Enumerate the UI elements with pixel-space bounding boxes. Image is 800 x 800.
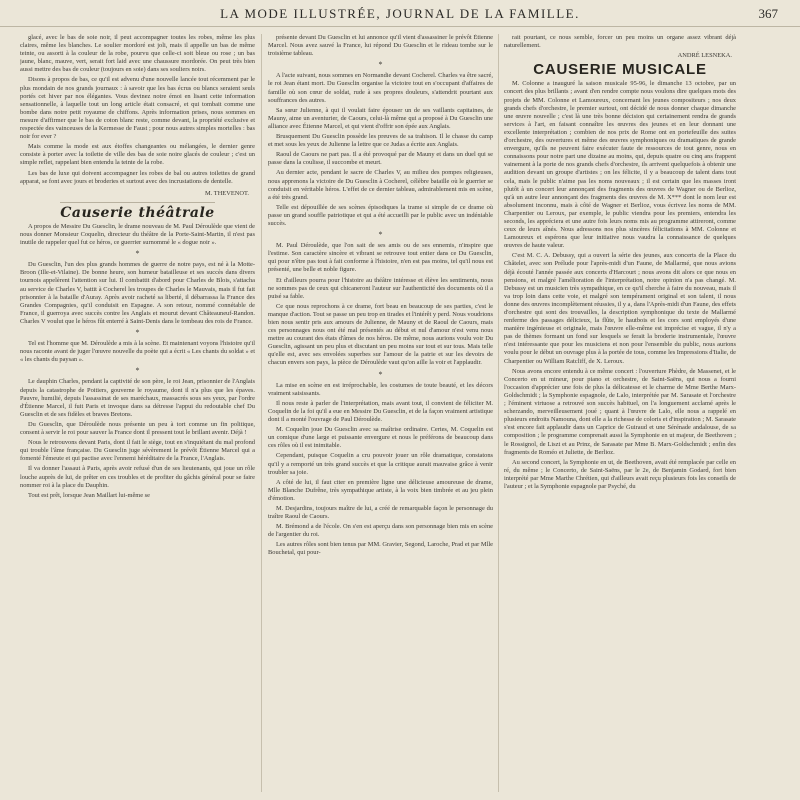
article-paragraph: Les bas de luxe qui doivent accompagner les robes de bal ou autres toilettes de grand apparat, se font avec jours et broderies et surtout avec des incrustations de dentelle. (20, 169, 255, 185)
article-paragraph: Au dernier acte, pendant le sacre de Charles V, au milieu des pompes religieuses, nous apprenons la victoire de Du Guesclin à Cocherel, célèbre bataille où le guerrier se conduisit en véritable héros. L'effet de ce dernier tableau, admirablement mis en scène, a été très grand. (268, 169, 493, 201)
article-paragraph: Le dauphin Charles, pendant la captivité de son père, le roi Jean, prisonnier de l'Anglais depuis la catastrophe de Poitiers, gouverne le royaume, dont il n'a plus que les épaves. Pauvre, humilié, depuis l'assassinat de ses maréchaux, massacrés sous ses yeux, par l'ordre d'Étienne Marcel, il fuit Paris et invoque dans sa détresse l'appui du redoutable chef Du Guesclin et de ses fidèles et braves Bretons. (20, 378, 255, 418)
star-separator-icon: * (135, 328, 140, 337)
article-paragraph: Du Guesclin, l'un des plus grands hommes de guerre de notre pays, est né à la Motte-Broon (Ille-et-Vilaine). De bonne heure, son humeur batailleuse et ses succès dans divers tournois appelèrent l'attention sur lui. Il combattit d'abord pour Charles de Blois, s'attacha au service de Charles V, battit à Cocherel les troupes de Charles le Mauvais, mais il fut fait prisonnier à la bataille d'Auray. Après avoir racheté sa liberté, il débarrassa la France des Grandes Compagnies, qu'il conduisit en Espagne. A son retour, nommé connétable de France, il guerroya avec succès contre les Anglais et mourut devant Châteauneuf-Randon. Charles V voulut que le héros fût enterré à Saint-Denis dans le tombeau des rois de France. (20, 261, 255, 325)
star-separator-icon: * (378, 60, 383, 70)
article-paragraph: Tout est prêt, lorsque Jean Maillart lui-même se (28, 491, 151, 499)
article-paragraph: présente devant Du Guesclin et lui annonce qu'il vient d'assassiner le prévôt Étienne Marcel. Nous avez sauvé la France, lui répond Du Guesclin et le rideau tombe sur le troisième tableau. (268, 34, 493, 58)
article-paragraph: M. Paul Déroulède, que l'on sait de ses amis ou de ses ennemis, n'inspire que l'estime. Son caractère sincère et vibrant se retrouve tout entier dans ce Du Guesclin, qui pour n'être pas tout à fait conforme à l'histoire, n'en est pas moins, tel qu'il nous est présenté, une belle et noble figure. (268, 242, 493, 274)
article-paragraph: Du Guesclin, que Déroulède nous présente un peu à tort comme un fin politique, consent à servir le roi pour sauver la France dont il pressent tout le brillant avenir. Déjà ! (20, 420, 255, 437)
page-header (0, 0, 800, 27)
divider (60, 202, 215, 203)
star-separator-icon: * (378, 369, 383, 379)
article-paragraph: A côté de lui, il faut citer en première ligne une délicieuse amoureuse de drame, Mlle Blanche Dufrêne, très sympathique artiste, à la voix bien timbrée et au jeu plein d'émotion. (268, 478, 493, 502)
article-paragraph: Il va donner l'assaut à Paris, après avoir refusé d'un de ses lieutenants, qui joue un rôle louche auprès de lui, de prêter en ces troubles et de profiter du gâchis général pour se faire nommer roi à la place du Dauphin. (20, 465, 255, 489)
journal-title: LA MODE ILLUSTRÉE, JOURNAL DE LA FAMILLE. (220, 6, 580, 21)
article-paragraph: rait pourtant, ce nous semble, forcer un peu moins un organe assez vibrant déjà naturellement. (504, 34, 736, 50)
page-number: 367 (758, 6, 778, 21)
article-paragraph: M. Coquelin joue Du Guesclin avec sa maîtrise ordinaire. Certes, M. Coquelin est un comique d'une large et puissante envergure et nous le préférons de beaucoup dans ces rôles où il est inimitable. (268, 426, 493, 450)
article-paragraph: A propos de Messire Du Guesclin, le drame nouveau de M. Paul Déroulède que vient de nous donner Monsieur Coquelin, directeur du théâtre de la Porte-Saint-Martin, il n'est pas inutile de rappeler quel fut ce héros, ce guerrier surnommé le « dogue noir ». (20, 222, 255, 247)
section-title-theatre: Causerie théâtrale (60, 204, 215, 221)
article-paragraph: Ce que nous reprochons à ce drame, fort beau en beaucoup de ses parties, c'est le manque d'action. Tout se passe un peu trop en tirades et l'intérêt y perd. Nous voudrions bien nous sentir pris aux amours de Julienne, de Mauny et de Raoul de Caours, mais ces personnages nous ont été mal présentés au début et nul d'amour n'est venu nous mettre au courant des états d'âmes de nos héros. De même, nous aurions voulu voir Du Guesclin, agissant un peu plus et discutant un peu moins sur tout et sur tous. Mais telle qu'elle est, avec ses envolées superbes sur l'amour de la patrie et sur les devoirs de chacun envers son pays, la pièce de Déroulède vaut qu'on aille la voir et l'applaudir. (268, 302, 493, 367)
column-separator (261, 34, 262, 792)
article-paragraph: Nous le retrouvons devant Paris, dont il fait le siège, tout en s'inquiétant du mal profond qui trouble l'âme française. Du Guesclin juge sévèrement le prévôt Étienne Marcel qui a fomenté l'émeute et qui pactise avec l'ennemi héréditaire de la France, l'Anglais. (20, 439, 255, 463)
author-signature: M. THEVENOT. (205, 189, 249, 197)
article-paragraph: Nous avons encore entendu à ce même concert : l'ouverture Phèdre, de Massenet, et le Concerto en ut mineur, pour piano et orchestre, de Saint-Saëns, qui nous a fourni l'occasion d'apprécier une fois de plus la délicatesse et le charme de Mme Berthe Marx-Goldschmidt ; la Symphonie espagnole, de Lalo, interprétée par M. Sarasate et l'orchestre ; l'éminent virtuose a retrouvé son succès habituel, on l'a longuement acclamé après le scherzando, merveilleusement joué ; quant à l'œuvre de Lalo, elle nous a rappelé en plusieurs endroits Namouna, dont elle a la richesse de coloris et d'inspiration ; M. Sarasate s'est encore fait applaudir dans un Caprice de Guiraud et une Sérénade andalouse, de sa composition ; le programme comprenait aussi la Symphonie en ut majeur, de Beethoven ; le Rossignol, de Liszt et au Prinz, de Sarasate par Mme B. Marx-Goldschmidt ; enfin des fragments de Roméo et Juliette, de Berlioz. (504, 367, 736, 456)
article-paragraph: A l'acte suivant, nous sommes en Normandie devant Cocherel. Charles va être sacré, le roi Jean étant mort. Du Guesclin organise la victoire tout en s'occupant d'affaires de famille où son cœur de soldat, rude à ses propres douleurs, s'attendrit pourtant aux souffrances des autres. (268, 72, 493, 104)
column-2 (268, 34, 493, 792)
article-paragraph: M. Colonne a inauguré la saison musicale 95-96, le dimanche 13 octobre, par un concert des plus brillants ; avant d'en rendre compte nous voulons dire quelques mots des projets de MM. Colonne et Lamoureux, concernant les jeunes compositeurs ; nos deux grands chefs d'orchestre, le premier surtout, ont décidé de nous donner chaque dimanche une œuvre nouvelle ; c'est là une très bonne décision qui certainement rendra de grands services à l'art, en faisant connaître les œuvres des jeunes et en leur donnant une excellente interprétation ; combien de nos prix de Rome ont en portefeuille des suites d'orchestre, des ouvertures et même des œuvres symphoniques ou dramatiques de grande envergure, qu'ils ne peuvent faire exécuter faute de ressources de tout genre, nous en connaissons pour notre part une dizaine au moins, qui, depuis quatre ou cinq ans frappent vainement à la porte de nos grands chefs d'orchestre, ils arrivent quelquefois à obtenir une audition devant un groupe d'artistes ; on les félicite, il y a beaucoup de talent dans tout cela, mais le public n'aime pas les noms nouveaux ; il est certain que les masses iront plutôt à un concert leur annonçant des fragments des œuvres de Wagner ou de Berlioz, qu'à un autre leur annonçant des fragments des œuvres de M. X*** dont le nom leur est absolument inconnu, mais à côté de Wagner et Berlioz, vous écrivez les noms de MM. Charpentier ou Leroux, par exemple, le public viendra pour les premiers, entendra les seconds, les appréciera et une autre fois leurs noms mis au programme attireront, comme ceux de leurs aînés. Nous adressons nos plus sincères félicitations à MM. Colonne et Lamoureux et espérons que leur initiative nous vaudra la connaissance de quelques œuvres de haute valeur. (504, 80, 736, 250)
article-paragraph: Mais comme la mode est aux étoffes changeantes ou mélangées, le dernier genre consiste à porter avec la toilette de ville des bas de soie noire glacés de couleur ; c'est un simple reflet, rappelant bien entendu la teinte de la robe. (20, 143, 255, 167)
article-paragraph: Raoul de Caours ne part pas. Il a été provoqué par de Mauny et dans un duel qui se passe dans la coulisse, il succombe et meurt. (268, 151, 493, 167)
article-paragraph: Il nous reste à parler de l'interprétation, mais avant tout, il convient de féliciter M. Coquelin de la foi qu'il a eue en Messire Du Guesclin, et de la façon vraiment artistique dont il a monté l'ouvrage de Paul Déroulède. (268, 399, 493, 424)
article-paragraph: Disons à propos de bas, ce qu'il est advenu d'une nouvelle lancée tout récemment par le plus mondain de nos grands journaux : à savoir que les bas écrus ou blancs seraient seuls portés cet hiver par nos élégantes. Vous devinez notre émoi en lisant cette information sensationnelle, à laquelle tout un long article était consacré, et qui tombait comme une bombe dans notre petit royaume de chiffons. Après information prises, nous sommes en mesure d'affirmer que le bas de coton blanc reste, comme devant, la propriété exclusive et respectée des vainceuses de la Kermesse de Faust ; pour nous autres simples mortelles : bas noir for ever ? (20, 76, 255, 141)
star-separator-icon: * (135, 249, 140, 259)
article-paragraph: Les autres rôles sont bien tenus par MM. Gravier, Segond, Laroche, Prad et par Mlle Bouchetal, qui pour- (268, 541, 493, 557)
star-separator-icon: * (135, 366, 140, 376)
article-paragraph: Brusquement Du Guesclin possède les preuves de sa trahison. Il le chasse du camp et met sous les yeux de Julienne la lettre que ce Judas a écrite aux Anglais. (268, 133, 493, 149)
column-3 (504, 34, 736, 792)
article-paragraph: Telle est dépouillée de ses scènes épisodiques la trame si simple de ce drame où passe un grand souffle patriotique et qui a été accueilli par le public avec un indéniable succès. (268, 203, 493, 227)
article-paragraph: M. Brémond a de l'école. On s'en est aperçu dans son personnage bien mis en scène de l'argentier du roi. (268, 523, 493, 539)
star-separator-icon: * (378, 230, 383, 240)
article-paragraph: Sa sœur Julienne, à qui il voulait faire épouser un de ses vaillants capitaines, de Mauny, aime un aventurier, de Caours, celui-là même qui a proposé à Du Guesclin une alliance avec Étienne Marcel, et qui vient d'offrir son épée aux Anglais. (268, 106, 493, 130)
article-paragraph: Cependant, puisque Coquelin a cru pouvoir jouer un rôle dramatique, constatons qu'il y a remporté un très grand succès et que la critique aurait mauvaise grâce à venir troubler sa joie. (268, 452, 493, 476)
article-paragraph: M. Desjardins, toujours maître de lui, a créé de remarquable façon le personnage du traître Raoul de Caours. (268, 504, 493, 521)
article-paragraph: glacé, avec le bas de soie noir, il peut accompagner toutes les robes, même les plus claires, même les blanches. Le soulier mordoré est joli, mais il appelle un bas de même teinte, ou assorti à la couleur de la robe, pourvu que celle-ci soit bleue ou rose ; un bas jaune, blanc, mauve, vert, serait fort laid avec une chaussure mordorée. On peut très bien aussi mettre des bas de couleur (toujours en soie) dans ses souliers noirs. (20, 34, 255, 74)
column-separator (498, 34, 499, 792)
section-title-music: CAUSERIE MUSICALE (533, 61, 707, 79)
article-paragraph: C'est M. C. A. Debussy, qui a ouvert la série des jeunes, aux concerts de la Place du Châtelet, avec son Prélude pour l'après-midi d'un Faune, de Mallarmé, que nous avions déjà écouté l'année passée aux concerts d'Harcourt ; nous avons dit alors ce que nous en pensions, et malgré l'amélioration de l'interprétation, notre opinion n'a pas changé. M. Debussy est un musicien très sympathique, en ce qu'il cherche à faire du nouveau, mais il va trop loin dans cette voie, et malgré son tempérament original et son talent, il nous donne des œuvres incomplètement réussies, il y a, dans l'Après-midi d'un Faune, des effets d'orchestre qui sont des trouvailles, la description symphonique du texte de Mallarmé renferme des passages délicieux, la flûte, le hautbois et les cors sont employés d'une manière ingénieuse et originale, mais l'œuvre elle-même est imprécise et vague, il n'y a pas de thèmes formant un fond sur lesquels se ferait la broderie instrumentale, l'œuvre n'est intéressante que pour les musiciens et non pour l'ensemble du public, nous aurions voulu pour le début un ouvrage plus à la portée de tous, comme les Impressions d'Italie, de Charpentier ou William Ratcliff, de X. Leroux. (504, 252, 736, 365)
article-paragraph: La mise en scène en est irréprochable, les costumes de toute beauté, et les décors vraiment saisissants. (268, 381, 493, 397)
column-1 (20, 34, 255, 792)
author-signature: ANDRÉ LESNEKA. (677, 52, 732, 60)
article-paragraph: Au second concert, la Symphonie en ut, de Beethoven, avait été remplacée par celle en ré, du même ; le Concerto, de Saint-Saëns, par le 2e, de Benjamin Godard, fort bien interprété par Mme Marthe Chrétien, qui d'ailleurs avait reçu plusieurs fois les conseils de l'auteur ; et la Symphonie espagnole par Psyché, du (504, 458, 736, 490)
article-paragraph: Tel est l'homme que M. Déroulède a mis à la scène. Et maintenant voyons l'histoire qu'il nous raconte avant de juger l'œuvre nouvelle du poète qui a écrit « Les chants du soldat » et « les chants du paysan ». (20, 340, 255, 364)
article-paragraph: Et d'ailleurs pourra pour l'histoire au théâtre intéresse et élève les sentiments, nous ne sommes pas de ceux qui chicaneront l'auteur sur l'authenticité des documents où il a puisé sa fable. (268, 276, 493, 300)
